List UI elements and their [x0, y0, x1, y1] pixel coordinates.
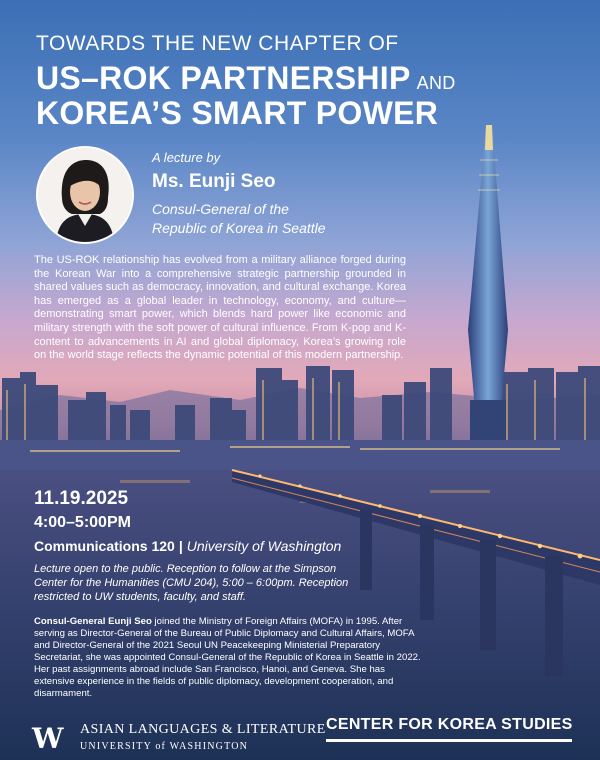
event-venue	[34, 538, 341, 554]
speaker-portrait-icon	[38, 148, 132, 242]
title-line-1: TOWARDS THE NEW CHAPTER OF	[36, 32, 399, 55]
speaker-photo	[36, 146, 134, 244]
speaker-role-line-2: Republic of Korea in Seattle	[152, 220, 326, 236]
department-name: ASIAN LANGUAGES & LITERATURE	[80, 722, 326, 737]
speaker-role	[152, 200, 352, 238]
public-access-note: Lecture open to the public. Reception to follow at the Simpson Center for the Humanities (CMU 204), 5:00 – 6:00pm. Reception restricted to UW students, faculty, and staff.	[34, 563, 349, 603]
title-and: AND	[416, 73, 456, 93]
speaker-bio	[34, 616, 422, 700]
center-underline	[326, 739, 572, 742]
speaker-role-line-1: Consul-General of the	[152, 201, 289, 217]
university-name: UNIVERSITY of WASHINGTON	[80, 741, 249, 752]
event-date: 11.19.2025	[34, 488, 129, 509]
venue-separator: |	[178, 538, 183, 554]
venue-room: Communications 120	[34, 538, 175, 554]
uw-w-logo: W	[32, 722, 64, 755]
lecture-byline: A lecture by	[152, 150, 221, 165]
event-time: 4:00–5:00PM	[34, 514, 131, 531]
bio-text: joined the Ministry of Foreign Affairs (MOFA) in 1995. After serving as Director-General of the Bureau of Public Diplomacy and Cultural Affairs, MOFA and Director-General of the 2021 Seoul UN Peacekeeping Ministerial Preparatory Secretariat, she was appointed Consul-General of the Republic of Korea in Seattle in 2022. Her past assignments abroad include San Francisco, Hanoi, and Geneva. She has extensive experience in the fields of public diplomacy, development cooperation, and disarmament.	[34, 616, 421, 699]
title-line-2	[36, 60, 456, 97]
venue-institution: University of Washington	[186, 538, 342, 554]
speaker-name: Ms. Eunji Seo	[152, 171, 276, 192]
bio-name: Consul-General Eunji Seo	[34, 616, 152, 627]
title-partnership: US–ROK PARTNERSHIP	[36, 60, 411, 96]
center-name: CENTER FOR KOREA STUDIES	[326, 716, 573, 733]
lecture-description: The US-ROK relationship has evolved from a military alliance forged during the Korean War into a comprehensive strategic partnership grounded in shared values such as democracy, innovation, and cultural exchange. Korea has emerged as a global leader in technology, economy, and culture—demonstrating smart power, which blends hard power like economic and military strength with the soft power of cultural influence. From K-pop and K-content to advancements in AI and global diplomacy, Korea’s growing role on the world stage reflects the dynamic potential of this modern partnership.	[34, 254, 406, 362]
title-line-3: KOREA’S SMART POWER	[36, 95, 439, 131]
